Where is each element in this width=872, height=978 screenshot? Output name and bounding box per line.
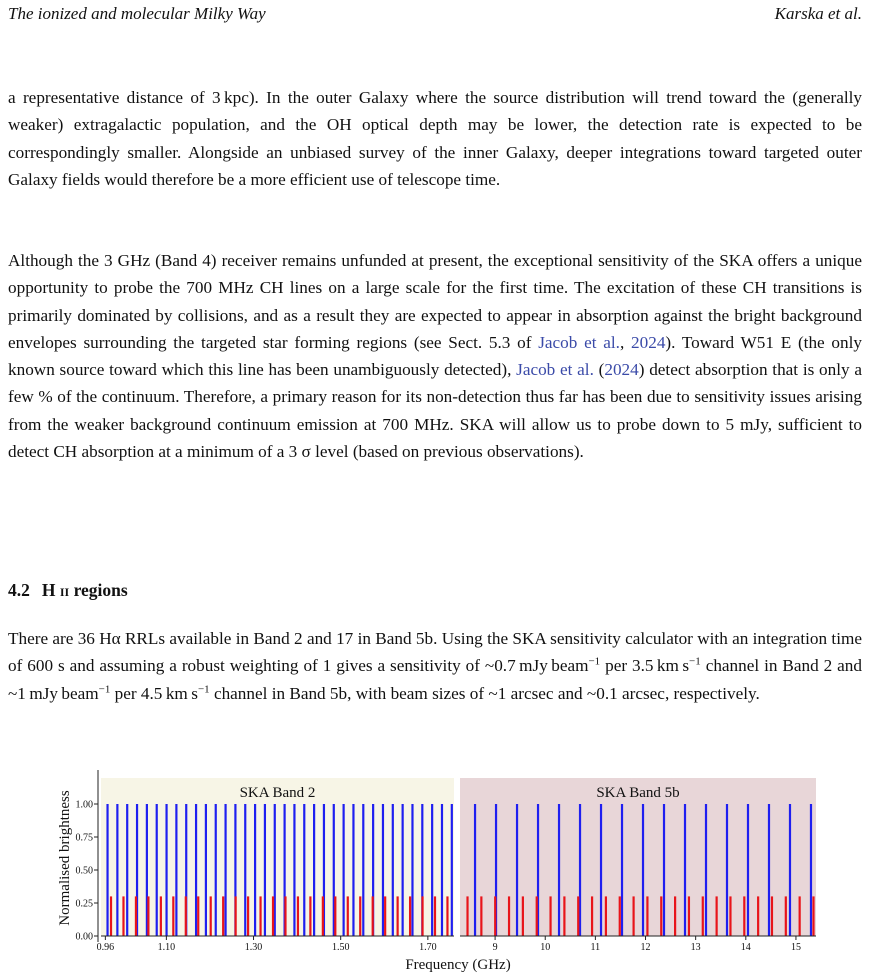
x-tick-label: 15 — [790, 942, 801, 953]
running-authors: Karska et al. — [774, 4, 862, 23]
citation-year-link[interactable]: 2024 — [631, 332, 666, 352]
x-tick-label: 1.10 — [157, 942, 176, 953]
section-number: 4.2 — [8, 580, 30, 600]
section-title-prefix: H — [41, 580, 60, 600]
superscript: −1 — [588, 655, 601, 668]
paragraph-2 — [8, 247, 862, 465]
paragraph-3-text-1: There are 36 Hα RRLs available in Band 2 and 17 in Band 5b. Using the SKA sensitivity calculator with an integration time of 600 s and assuming a robust weighting of 1 gives a sensitivity of ~0.7 mJy beam — [8, 629, 862, 676]
paragraph-2-text-2: , — [619, 332, 632, 352]
x-tick-label: 0.96 — [96, 942, 115, 953]
paragraph-3-text-3: channel in Band 2 and ~1 mJy beam — [8, 656, 862, 703]
y-tick-label: 1.00 — [75, 799, 93, 811]
panel-background — [101, 778, 454, 936]
x-tick-label: 12 — [640, 942, 651, 953]
panel-background — [460, 778, 816, 936]
y-tick-label: 0.75 — [75, 832, 93, 844]
y-tick-label: 0.00 — [75, 931, 93, 943]
panel-label: SKA Band 2 — [239, 785, 316, 801]
paragraph-2-text-4: ( — [593, 360, 605, 380]
citation-link[interactable]: Jacob et al. — [516, 360, 594, 380]
chart-panels — [101, 778, 816, 936]
x-tick-label: 11 — [590, 942, 601, 953]
rrl-spectrum-figure — [0, 760, 872, 978]
panel-label: SKA Band 5b — [596, 785, 680, 801]
paragraph-2-text-1: Although the 3 GHz (Band 4) receiver remains unfunded at present, the exceptional sensitivity of the SKA offers a unique opportunity to probe the 700 MHz CH lines on a large scale for the first time. The excitation of these CH transitions is primarily dominated by collisions, and as a result they are expected to appear in absorption against the bright background envelopes surrounding the targeted star forming regions (see Sect. 5.3 of — [8, 251, 862, 352]
paragraph-3-text-4: per 4.5 km s — [110, 683, 198, 703]
section-title-ion: ii — [59, 580, 70, 600]
running-title: The ionized and molecular Milky Way — [8, 4, 266, 23]
x-tick-label: 13 — [690, 942, 701, 953]
superscript: −1 — [197, 682, 210, 695]
x-tick-label: 9 — [492, 942, 498, 953]
x-axis-label: Frequency (GHz) — [405, 957, 511, 973]
section-title-suffix: regions — [69, 580, 128, 600]
superscript: −1 — [689, 655, 701, 668]
paragraph-3-text-5: channel in Band 5b, with beam sizes of ~1 arcsec and ~0.1 arcsec, respectively. — [209, 683, 760, 703]
paragraph-3-text-2: per 3.5 km s — [600, 656, 690, 676]
citation-link[interactable]: Jacob et al. — [538, 332, 620, 352]
y-tick-label: 0.25 — [75, 898, 93, 910]
paragraph-2-text-3: ). Toward W51 E (the only known source toward which this line has been unambiguously detected), — [8, 332, 862, 380]
superscript: −1 — [98, 682, 111, 695]
paragraph-3 — [8, 625, 862, 707]
y-axis-label: Normalised brightness — [57, 790, 73, 926]
citation-year-link[interactable]: 2024 — [604, 360, 639, 380]
x-tick-label: 1.50 — [331, 942, 350, 953]
paragraph-2-text-5: ) detect absorption that is only a few % of the continuum. Therefore, a primary reason for its non-detection thus far has been due to sensitivity issues arising from the weaker background continuum emission at 700 MHz. SKA will allow us to probe down to 5 mJy, sufficient to detect CH absorption at a minimum of a 3 σ level (based on previous observations). — [8, 360, 862, 462]
section-heading — [8, 580, 128, 601]
x-tick-label: 10 — [540, 942, 551, 953]
paragraph-1: a representative distance of 3 kpc). In the outer Galaxy where the source distribution will trend toward the (generally weaker) extragalactic population, and the OH optical depth may be lower, the detection rate is expected to be correspondingly smaller. Alongside an unbiased survey of the inner Galaxy, deeper integrations toward targeted outer Galaxy fields would therefore be a more efficient use of telescope time. — [8, 88, 862, 189]
x-tick-label: 14 — [740, 942, 751, 953]
x-tick-label: 1.30 — [244, 942, 263, 953]
y-tick-label: 0.50 — [75, 865, 93, 877]
x-tick-label: 1.70 — [419, 942, 437, 953]
